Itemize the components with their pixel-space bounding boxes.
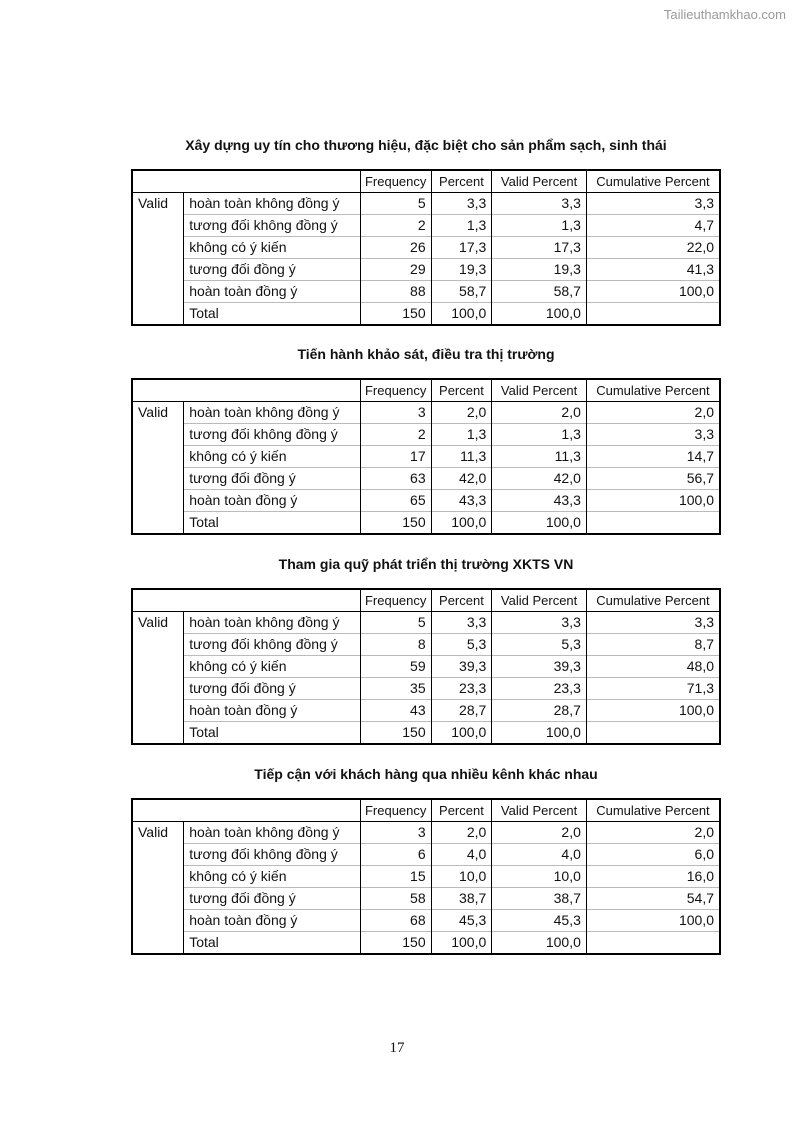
header-cumulative-percent: Cumulative Percent bbox=[586, 379, 720, 402]
valid-percent-cell: 19,3 bbox=[492, 259, 587, 281]
cumulative-percent-cell: 14,7 bbox=[586, 446, 720, 468]
valid-blank bbox=[132, 656, 184, 678]
row-label: hoàn toàn không đồng ý bbox=[184, 612, 361, 634]
valid-percent-cell: 17,3 bbox=[492, 237, 587, 259]
cumulative-percent-cell: 100,0 bbox=[586, 910, 720, 932]
valid-percent-cell: 10,0 bbox=[492, 866, 587, 888]
table-row bbox=[132, 678, 720, 700]
row-label: tương đối đồng ý bbox=[184, 468, 361, 490]
valid-blank bbox=[132, 888, 184, 910]
valid-blank bbox=[132, 678, 184, 700]
table-row bbox=[132, 844, 720, 866]
cumulative-percent-cell: 3,3 bbox=[586, 424, 720, 446]
frequency-cell: 59 bbox=[360, 656, 431, 678]
cumulative-percent-cell: 100,0 bbox=[586, 281, 720, 303]
percent-cell: 100,0 bbox=[431, 932, 492, 955]
percent-cell: 10,0 bbox=[431, 866, 492, 888]
percent-cell: 43,3 bbox=[431, 490, 492, 512]
row-label: tương đối không đồng ý bbox=[184, 634, 361, 656]
table-row bbox=[132, 215, 720, 237]
header-frequency: Frequency bbox=[360, 379, 431, 402]
valid-blank bbox=[132, 303, 184, 326]
total-row bbox=[132, 303, 720, 326]
valid-percent-cell: 28,7 bbox=[492, 700, 587, 722]
header-valid-percent: Valid Percent bbox=[492, 799, 587, 822]
row-label: tương đối đồng ý bbox=[184, 259, 361, 281]
frequency-cell: 43 bbox=[360, 700, 431, 722]
row-label: Total bbox=[184, 932, 361, 955]
cumulative-percent-cell bbox=[586, 722, 720, 745]
frequency-cell: 3 bbox=[360, 822, 431, 844]
percent-cell: 58,7 bbox=[431, 281, 492, 303]
valid-percent-cell: 38,7 bbox=[492, 888, 587, 910]
table-row bbox=[132, 910, 720, 932]
percent-cell: 100,0 bbox=[431, 722, 492, 745]
percent-cell: 2,0 bbox=[431, 402, 492, 424]
row-label: hoàn toàn không đồng ý bbox=[184, 822, 361, 844]
frequency-cell: 58 bbox=[360, 888, 431, 910]
valid-percent-cell: 39,3 bbox=[492, 656, 587, 678]
percent-cell: 1,3 bbox=[431, 424, 492, 446]
valid-blank bbox=[132, 468, 184, 490]
header-percent: Percent bbox=[431, 170, 492, 193]
percent-cell: 3,3 bbox=[431, 193, 492, 215]
valid-percent-cell: 45,3 bbox=[492, 910, 587, 932]
table-row bbox=[132, 634, 720, 656]
percent-cell: 23,3 bbox=[431, 678, 492, 700]
row-label: hoàn toàn đồng ý bbox=[184, 910, 361, 932]
table-header-row bbox=[132, 170, 720, 193]
cumulative-percent-cell: 16,0 bbox=[586, 866, 720, 888]
table-row bbox=[132, 656, 720, 678]
frequency-cell: 17 bbox=[360, 446, 431, 468]
row-label: không có ý kiến bbox=[184, 866, 361, 888]
cumulative-percent-cell: 2,0 bbox=[586, 822, 720, 844]
percent-cell: 39,3 bbox=[431, 656, 492, 678]
table-title: Xây dựng uy tín cho thương hiệu, đặc biệt cho sản phẩm sạch, sinh thái bbox=[185, 137, 667, 153]
table-header-row bbox=[132, 589, 720, 612]
header-valid-percent: Valid Percent bbox=[492, 379, 587, 402]
valid-percent-cell: 100,0 bbox=[492, 932, 587, 955]
table-row bbox=[132, 402, 720, 424]
row-label: không có ý kiến bbox=[184, 237, 361, 259]
percent-cell: 3,3 bbox=[431, 612, 492, 634]
table-row bbox=[132, 490, 720, 512]
table-row bbox=[132, 424, 720, 446]
table-row bbox=[132, 700, 720, 722]
header-frequency: Frequency bbox=[360, 170, 431, 193]
percent-cell: 42,0 bbox=[431, 468, 492, 490]
frequency-table bbox=[131, 588, 721, 745]
header-blank bbox=[132, 379, 360, 402]
frequency-cell: 8 bbox=[360, 634, 431, 656]
header-percent: Percent bbox=[431, 589, 492, 612]
valid-percent-cell: 43,3 bbox=[492, 490, 587, 512]
cumulative-percent-cell: 71,3 bbox=[586, 678, 720, 700]
header-cumulative-percent: Cumulative Percent bbox=[586, 799, 720, 822]
percent-cell: 4,0 bbox=[431, 844, 492, 866]
header-frequency: Frequency bbox=[360, 799, 431, 822]
table-row bbox=[132, 468, 720, 490]
valid-label: Valid bbox=[132, 193, 184, 215]
table-header-row bbox=[132, 799, 720, 822]
table-row bbox=[132, 193, 720, 215]
cumulative-percent-cell: 6,0 bbox=[586, 844, 720, 866]
header-blank bbox=[132, 170, 360, 193]
table-title: Tiến hành khảo sát, điều tra thị trường bbox=[297, 346, 555, 362]
valid-percent-cell: 2,0 bbox=[492, 822, 587, 844]
valid-blank bbox=[132, 424, 184, 446]
frequency-cell: 35 bbox=[360, 678, 431, 700]
header-frequency: Frequency bbox=[360, 589, 431, 612]
row-label: tương đối không đồng ý bbox=[184, 424, 361, 446]
percent-cell: 5,3 bbox=[431, 634, 492, 656]
table-title: Tiếp cận với khách hàng qua nhiều kênh khác nhau bbox=[254, 766, 598, 782]
cumulative-percent-cell: 100,0 bbox=[586, 700, 720, 722]
table-row bbox=[132, 237, 720, 259]
frequency-cell: 5 bbox=[360, 612, 431, 634]
table-row bbox=[132, 259, 720, 281]
frequency-cell: 5 bbox=[360, 193, 431, 215]
valid-blank bbox=[132, 866, 184, 888]
percent-cell: 1,3 bbox=[431, 215, 492, 237]
frequency-table bbox=[131, 169, 721, 326]
row-label: hoàn toàn đồng ý bbox=[184, 281, 361, 303]
frequency-cell: 150 bbox=[360, 512, 431, 535]
valid-blank bbox=[132, 844, 184, 866]
percent-cell: 17,3 bbox=[431, 237, 492, 259]
cumulative-percent-cell: 3,3 bbox=[586, 612, 720, 634]
valid-percent-cell: 58,7 bbox=[492, 281, 587, 303]
valid-percent-cell: 42,0 bbox=[492, 468, 587, 490]
percent-cell: 2,0 bbox=[431, 822, 492, 844]
row-label: không có ý kiến bbox=[184, 446, 361, 468]
valid-blank bbox=[132, 722, 184, 745]
total-row bbox=[132, 512, 720, 535]
row-label: tương đối không đồng ý bbox=[184, 215, 361, 237]
cumulative-percent-cell: 56,7 bbox=[586, 468, 720, 490]
valid-blank bbox=[132, 634, 184, 656]
cumulative-percent-cell: 41,3 bbox=[586, 259, 720, 281]
valid-blank bbox=[132, 215, 184, 237]
cumulative-percent-cell bbox=[586, 303, 720, 326]
row-label: hoàn toàn không đồng ý bbox=[184, 193, 361, 215]
valid-percent-cell: 100,0 bbox=[492, 303, 587, 326]
frequency-cell: 150 bbox=[360, 932, 431, 955]
percent-cell: 100,0 bbox=[431, 512, 492, 535]
frequency-cell: 65 bbox=[360, 490, 431, 512]
valid-percent-cell: 100,0 bbox=[492, 512, 587, 535]
cumulative-percent-cell: 4,7 bbox=[586, 215, 720, 237]
row-label: Total bbox=[184, 303, 361, 326]
valid-blank bbox=[132, 700, 184, 722]
header-blank bbox=[132, 799, 360, 822]
valid-percent-cell: 3,3 bbox=[492, 193, 587, 215]
frequency-cell: 15 bbox=[360, 866, 431, 888]
table-row bbox=[132, 866, 720, 888]
valid-blank bbox=[132, 910, 184, 932]
frequency-cell: 63 bbox=[360, 468, 431, 490]
table-title: Tham gia quỹ phát triển thị trường XKTS VN bbox=[278, 556, 574, 572]
valid-percent-cell: 4,0 bbox=[492, 844, 587, 866]
valid-blank bbox=[132, 281, 184, 303]
watermark: Tailieuthamkhao.com bbox=[663, 7, 786, 22]
total-row bbox=[132, 932, 720, 955]
percent-cell: 100,0 bbox=[431, 303, 492, 326]
header-valid-percent: Valid Percent bbox=[492, 170, 587, 193]
frequency-cell: 26 bbox=[360, 237, 431, 259]
valid-blank bbox=[132, 932, 184, 955]
header-blank bbox=[132, 589, 360, 612]
row-label: Total bbox=[184, 722, 361, 745]
frequency-cell: 2 bbox=[360, 424, 431, 446]
frequency-cell: 68 bbox=[360, 910, 431, 932]
row-label: tương đối đồng ý bbox=[184, 678, 361, 700]
row-label: Total bbox=[184, 512, 361, 535]
valid-percent-cell: 1,3 bbox=[492, 215, 587, 237]
row-label: hoàn toàn không đồng ý bbox=[184, 402, 361, 424]
percent-cell: 38,7 bbox=[431, 888, 492, 910]
frequency-cell: 150 bbox=[360, 303, 431, 326]
table-header-row bbox=[132, 379, 720, 402]
cumulative-percent-cell: 48,0 bbox=[586, 656, 720, 678]
percent-cell: 11,3 bbox=[431, 446, 492, 468]
header-valid-percent: Valid Percent bbox=[492, 589, 587, 612]
percent-cell: 28,7 bbox=[431, 700, 492, 722]
table-row bbox=[132, 446, 720, 468]
cumulative-percent-cell bbox=[586, 512, 720, 535]
valid-blank bbox=[132, 512, 184, 535]
cumulative-percent-cell: 3,3 bbox=[586, 193, 720, 215]
cumulative-percent-cell: 100,0 bbox=[586, 490, 720, 512]
table-section-2 bbox=[131, 346, 721, 535]
valid-percent-cell: 23,3 bbox=[492, 678, 587, 700]
cumulative-percent-cell: 22,0 bbox=[586, 237, 720, 259]
valid-percent-cell: 2,0 bbox=[492, 402, 587, 424]
valid-percent-cell: 1,3 bbox=[492, 424, 587, 446]
valid-percent-cell: 5,3 bbox=[492, 634, 587, 656]
table-section-3 bbox=[131, 556, 721, 745]
valid-label: Valid bbox=[132, 612, 184, 634]
row-label: không có ý kiến bbox=[184, 656, 361, 678]
header-cumulative-percent: Cumulative Percent bbox=[586, 589, 720, 612]
frequency-table bbox=[131, 378, 721, 535]
valid-percent-cell: 3,3 bbox=[492, 612, 587, 634]
header-percent: Percent bbox=[431, 799, 492, 822]
row-label: hoàn toàn đồng ý bbox=[184, 700, 361, 722]
valid-blank bbox=[132, 446, 184, 468]
valid-label: Valid bbox=[132, 402, 184, 424]
cumulative-percent-cell: 54,7 bbox=[586, 888, 720, 910]
frequency-cell: 2 bbox=[360, 215, 431, 237]
table-row bbox=[132, 612, 720, 634]
row-label: tương đối đồng ý bbox=[184, 888, 361, 910]
frequency-cell: 88 bbox=[360, 281, 431, 303]
valid-percent-cell: 100,0 bbox=[492, 722, 587, 745]
header-cumulative-percent: Cumulative Percent bbox=[586, 170, 720, 193]
cumulative-percent-cell: 2,0 bbox=[586, 402, 720, 424]
frequency-cell: 3 bbox=[360, 402, 431, 424]
total-row bbox=[132, 722, 720, 745]
table-section-1 bbox=[131, 137, 721, 326]
row-label: tương đối không đồng ý bbox=[184, 844, 361, 866]
cumulative-percent-cell bbox=[586, 932, 720, 955]
frequency-cell: 29 bbox=[360, 259, 431, 281]
frequency-cell: 6 bbox=[360, 844, 431, 866]
valid-blank bbox=[132, 237, 184, 259]
cumulative-percent-cell: 8,7 bbox=[586, 634, 720, 656]
valid-percent-cell: 11,3 bbox=[492, 446, 587, 468]
valid-blank bbox=[132, 259, 184, 281]
table-section-4 bbox=[131, 766, 721, 955]
table-row bbox=[132, 822, 720, 844]
page-number: 17 bbox=[389, 1040, 405, 1056]
frequency-table bbox=[131, 798, 721, 955]
percent-cell: 45,3 bbox=[431, 910, 492, 932]
table-row bbox=[132, 281, 720, 303]
frequency-cell: 150 bbox=[360, 722, 431, 745]
valid-label: Valid bbox=[132, 822, 184, 844]
table-row bbox=[132, 888, 720, 910]
percent-cell: 19,3 bbox=[431, 259, 492, 281]
header-percent: Percent bbox=[431, 379, 492, 402]
valid-blank bbox=[132, 490, 184, 512]
row-label: hoàn toàn đồng ý bbox=[184, 490, 361, 512]
